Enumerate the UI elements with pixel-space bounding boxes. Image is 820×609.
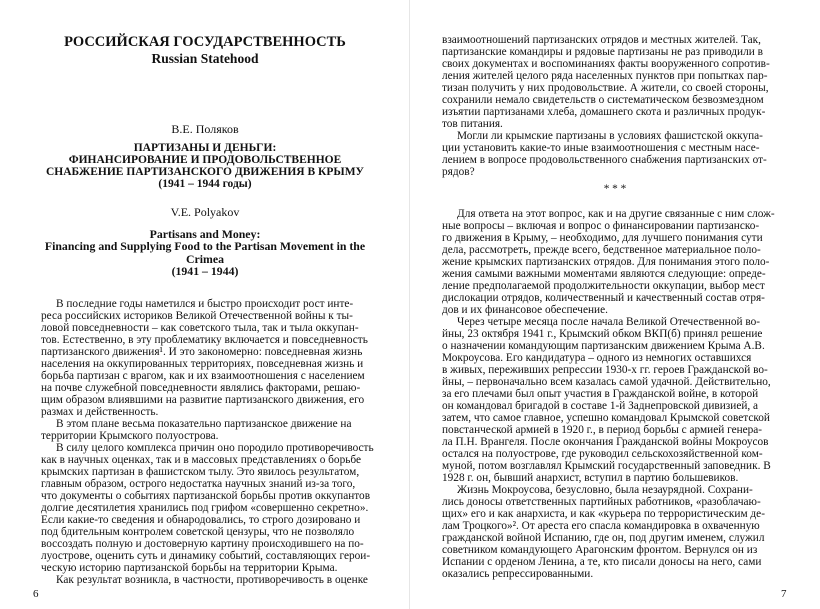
text-line: рядов?	[442, 166, 475, 178]
text-line: крымских партизан в фашистском тылу. Это явилось результатом,	[41, 466, 360, 478]
title-en-line: Partisans and Money:	[149, 227, 261, 241]
text-line: своих документах и воспоминаниях факты вооруженного сопротив-	[442, 58, 770, 70]
text-line: как в научных оценках, так и в массовых представлениях о борьбе	[41, 454, 361, 466]
text-line: йны, 23 октября 1941 г., Крымский обком ВКП(б) принял решение	[442, 328, 763, 340]
text-line: дов и их финансовое обеспечение.	[442, 304, 608, 316]
text-line: дела, рассмотреть, прежде всего, бедственное материальное поло-	[442, 244, 761, 256]
title-ru-line: ФИНАНСИРОВАНИЕ И ПРОДОВОЛЬСТВЕННОЕ	[68, 154, 342, 166]
text-line: тизан получить у них продовольствие. А жители, со своей стороны,	[442, 82, 769, 94]
text-line: населения на оккупированных территориях, повседневная жизнь и	[41, 358, 364, 370]
text-line: Для ответа на этот вопрос, как и на другие связанные с ним слож-	[457, 208, 775, 220]
article-title-ru	[0, 142, 410, 190]
text-line: на почве служебной повседневности являлись факторами, решаю-	[41, 382, 361, 394]
text-line: остался на полуострове, где руководил сельскохозяйственной ком-	[442, 448, 763, 460]
text-line: о назначении командующим партизанским движением Крыма А.В.	[442, 340, 765, 352]
text-line: ческую историю партизанской борьбы на территории Крыма.	[41, 562, 338, 574]
title-ru-line: (1941 – 1944 годы)	[158, 178, 252, 190]
text-line: за его плечами был опыт участия в Гражданской войне, в которой	[442, 388, 759, 400]
text-line: 1928 г. он, бывший анархист, вступил в партию большевиков.	[442, 472, 739, 484]
text-line: под бдительным контролем советской цензуры, что не позволяло	[41, 526, 355, 538]
text-line: йны, – первоначально всем казалась самой удачной. Действительно,	[442, 376, 771, 388]
section-heading-en: Russian Statehood	[151, 51, 259, 66]
text-line: лись доносы ответственных партийных работников, «разоблачаю-	[442, 496, 761, 508]
text-line: воссоздать полную и достоверную картину происходившего на по-	[41, 538, 364, 550]
text-line: ные вопросы – включая и вопрос о финансировании партизанско-	[442, 220, 760, 232]
text-line: го движения в Крыму, – необходимо, для лучшего понимания сути	[442, 232, 763, 244]
title-en-line: Financing and Supplying Food to the Partisan Movement in the	[44, 239, 366, 254]
text-line: размах и действенность.	[41, 406, 159, 418]
text-line: ции установить какие-то иные взаимоотношения с местным насе-	[442, 142, 760, 154]
text-line: Через четыре месяца после начала Великой Отечественной во-	[457, 316, 761, 328]
right-page	[410, 0, 820, 609]
text-line: он командовал бригадой в составе 1-й Заднепровской дивизией, а	[442, 400, 759, 412]
text-line: долгие десятилетия хранились под грифом «совершенно секретно».	[41, 502, 369, 514]
text-line: Как результат возникла, в частности, противоречивость в оценке	[56, 574, 368, 586]
title-en-line: Crimea	[186, 251, 224, 266]
text-line: повстанческой армией в 1920 г., в период борьбы с армией генера-	[442, 424, 763, 436]
text-line: Могли ли крымские партизаны в условиях фашистской оккупа-	[457, 130, 763, 142]
text-line: партизанского движения¹. И это закономерно: повседневная жизнь	[41, 346, 363, 358]
text-line: главным образом, острого недостатка научных знаний из-за того,	[41, 478, 356, 490]
text-line: сохранили немало свидетельств о систематическом безвозмездном	[442, 94, 764, 106]
text-line: советником командующего Арагонским фронтом. Вернулся он из	[442, 544, 758, 556]
text-line: В силу целого комплекса причин оно породило противоречивость	[56, 442, 374, 454]
text-line: ления жителей целого ряда населенных пунктов при попытках пар-	[442, 70, 768, 82]
text-line: гражданской войной Испанию, где он, под другим именем, служил	[442, 532, 765, 544]
text-line: дислокации отрядов, количественный и качественный состав отря-	[442, 292, 765, 304]
page-number: 7	[781, 588, 787, 600]
text-line: в живых, переживших репрессии 1930-х гг. героев Гражданской во-	[442, 364, 768, 376]
author-ru: В.Е. Поляков	[171, 122, 239, 136]
title-en-line: (1941 – 1944)	[171, 263, 239, 278]
text-line: реса российских историков Великой Отечественной войны к ты-	[41, 310, 353, 322]
text-line: жение крымских партизанских отрядов. Для понимания этого поло-	[442, 256, 770, 268]
text-line: изъятии партизанами хлеба, домашнего скота и различных продук-	[442, 106, 766, 118]
author-en: V.E. Polyakov	[170, 205, 240, 219]
section-separator: * * *	[603, 183, 627, 195]
text-line: луострове, оценить суть и динамику событий, составляющих герои-	[41, 550, 371, 562]
text-line: В последние годы наметился и быстро происходит рост инте-	[56, 298, 354, 310]
text-line: щих» его и как анархиста, и как «курьера по террористическим де-	[442, 508, 765, 520]
text-line: муной, потом возглавлял Крымский государственный заповедник. В	[442, 460, 771, 472]
title-ru-line: ПАРТИЗАНЫ И ДЕНЬГИ:	[133, 142, 277, 154]
text-line: оказались репрессированными.	[442, 568, 594, 580]
text-line: ла П.Н. Врангеля. После окончания Гражданской войны Мокроусов	[442, 436, 769, 448]
text-line: что документы о событиях партизанской борьбы против оккупантов	[41, 490, 371, 502]
text-line: партизанские командиры и рядовые партизаны не раз приводили в	[442, 46, 763, 58]
text-line: лам Троцкого»². От ареста его спасла командировка в охваченную	[442, 520, 760, 532]
text-line: жения самыми важными моментами являются следующие: опреде-	[442, 268, 766, 280]
text-line: ловой повседневности – как советского тыла, так и тыла оккупан-	[41, 322, 359, 334]
page-number: 6	[33, 588, 39, 600]
text-line: лением в вопросе продовольственного снабжения партизанских от-	[442, 154, 767, 166]
text-line: затем, что самое главное, успешно командовал Крымской советской	[442, 412, 770, 424]
text-line: территории Крымского полуострова.	[41, 430, 219, 442]
text-line: Мокроусова. Его кандидатура – одного из немногих оставшихся	[442, 352, 752, 364]
text-line: щим образом влиявшими на развитие партизанского движения, его	[41, 394, 365, 406]
text-line: тов питания.	[442, 118, 503, 130]
text-line: Испании с орденом Ленина, а те, кто писали доносы на него, сами	[442, 556, 762, 568]
section-heading: РОССИЙСКАЯ ГОСУДАРСТВЕННОСТЬ	[64, 34, 346, 50]
text-line: Жизнь Мокроусова, безусловно, была незаурядной. Сохрани-	[457, 484, 753, 496]
text-line: ление предполагаемой продолжительности оккупации, выбор мест	[442, 280, 765, 292]
text-line: В этом плане весьма показательно партизанское движение на	[56, 418, 352, 430]
article-title-en	[0, 228, 410, 277]
text-line: тов. Естественно, в эту проблематику включается и повседневность	[41, 334, 368, 346]
text-line: борьба партизан с врагом, как и их взаимоотношения с населением	[41, 370, 365, 382]
text-line: взаимоотношений партизанских отрядов и местных жителей. Так,	[442, 34, 761, 46]
text-line: Если какие-то сведения и обнародовались, то строго дозировано и	[41, 514, 361, 526]
title-ru-line: СНАБЖЕНИЕ ПАРТИЗАНСКОГО ДВИЖЕНИЯ В КРЫМУ	[46, 166, 364, 178]
